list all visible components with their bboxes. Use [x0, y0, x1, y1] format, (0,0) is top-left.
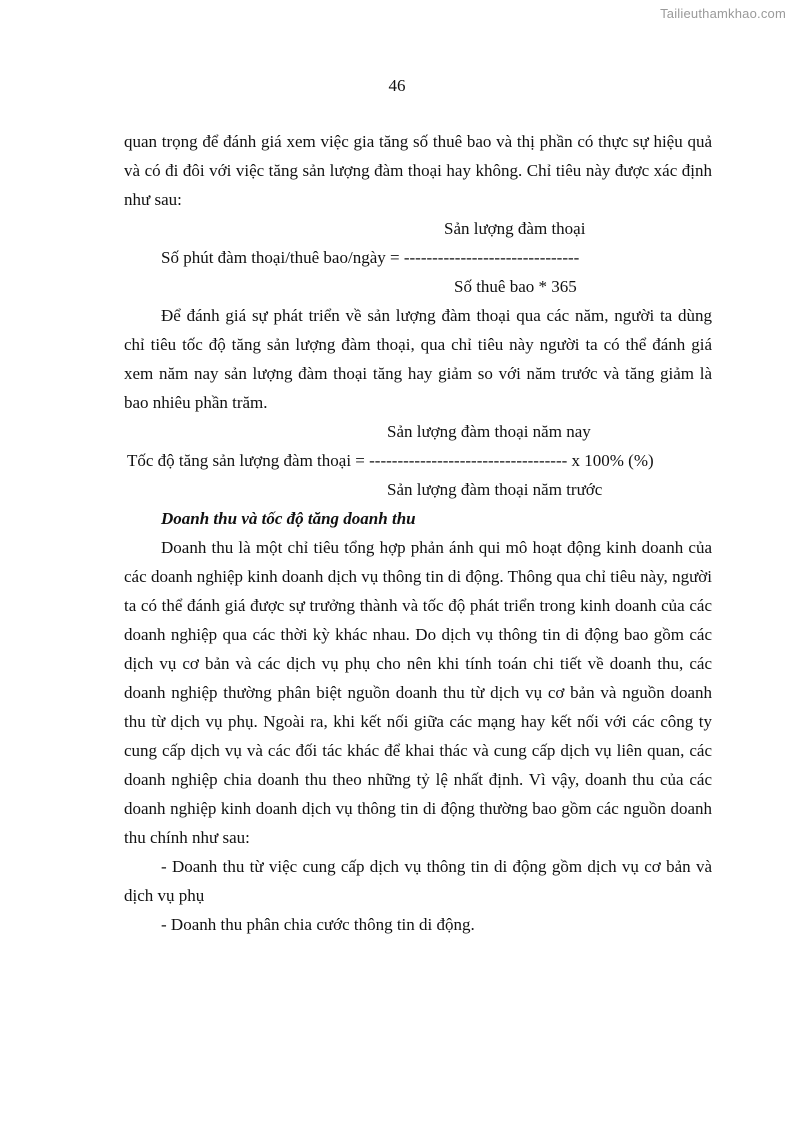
- watermark: Tailieuthamkhao.com: [660, 6, 786, 21]
- formula-minutes-per-subscriber: [124, 214, 712, 301]
- section-heading: Doanh thu và tốc độ tăng doanh thu: [161, 509, 416, 528]
- formula-numerator: Sản lượng đàm thoại năm nay: [387, 422, 591, 441]
- paragraph-growth: Để đánh giá sự phát triển về sản lượng đàm thoại qua các năm, người ta dùng chỉ tiêu tốc độ tăng sản lượng đàm thoại, qua chỉ tiêu này người ta có thể đánh giá xem năm nay sản lượng đàm thoại tăng hay giảm so với năm trước và tăng giảm là bao nhiêu phần trăm.: [124, 306, 712, 412]
- formula-label: Tốc độ tăng sản lượng đàm thoại = ----------------------------------- x 100% (%): [127, 451, 654, 470]
- list-item: - Doanh thu phân chia cước thông tin di động.: [161, 915, 475, 934]
- formula-numerator: Sản lượng đàm thoại: [444, 219, 586, 238]
- paragraph-intro: quan trọng để đánh giá xem việc gia tăng số thuê bao và thị phần có thực sự hiệu quả và có đi đôi với việc tăng sản lượng đàm thoại hay không. Chỉ tiêu này được xác định như sau:: [124, 132, 712, 209]
- formula-denominator: Sản lượng đàm thoại năm trước: [387, 480, 603, 499]
- page-number: 46: [388, 76, 406, 95]
- list-item: - Doanh thu từ việc cung cấp dịch vụ thông tin di động gồm dịch vụ cơ bản và dịch vụ phụ: [124, 857, 712, 905]
- formula-denominator: Số thuê bao * 365: [454, 277, 577, 296]
- formula-growth-rate: [124, 417, 712, 504]
- document-body: [124, 127, 712, 939]
- paragraph-revenue: Doanh thu là một chỉ tiêu tổng hợp phản ánh qui mô hoạt động kinh doanh của các doanh nghiệp kinh doanh dịch vụ thông tin di động. Thông qua chỉ tiêu này, người ta có thể đánh giá được sự trưởng thành và tốc độ phát triển trong kinh doanh của các doanh nghiệp qua các thời kỳ khác nhau. Do dịch vụ thông tin di động bao gồm các dịch vụ cơ bản và các dịch vụ phụ cho nên khi tính toán chi tiết về doanh thu, các doanh nghiệp thường phân biệt nguồn doanh thu từ dịch vụ cơ bản và nguồn doanh thu từ dịch vụ phụ. Ngoài ra, khi kết nối giữa các mạng hay kết nối với các công ty cung cấp dịch vụ và các đối tác khác để khai thác và cung cấp dịch vụ liên quan, các doanh nghiệp chia doanh thu theo những tỷ lệ nhất định. Vì vậy, doanh thu của các doanh nghiệp kinh doanh dịch vụ thông tin di động thường bao gồm các nguồn doanh thu chính như sau:: [124, 538, 712, 847]
- formula-label: Số phút đàm thoại/thuê bao/ngày = -------------------------------: [161, 248, 580, 267]
